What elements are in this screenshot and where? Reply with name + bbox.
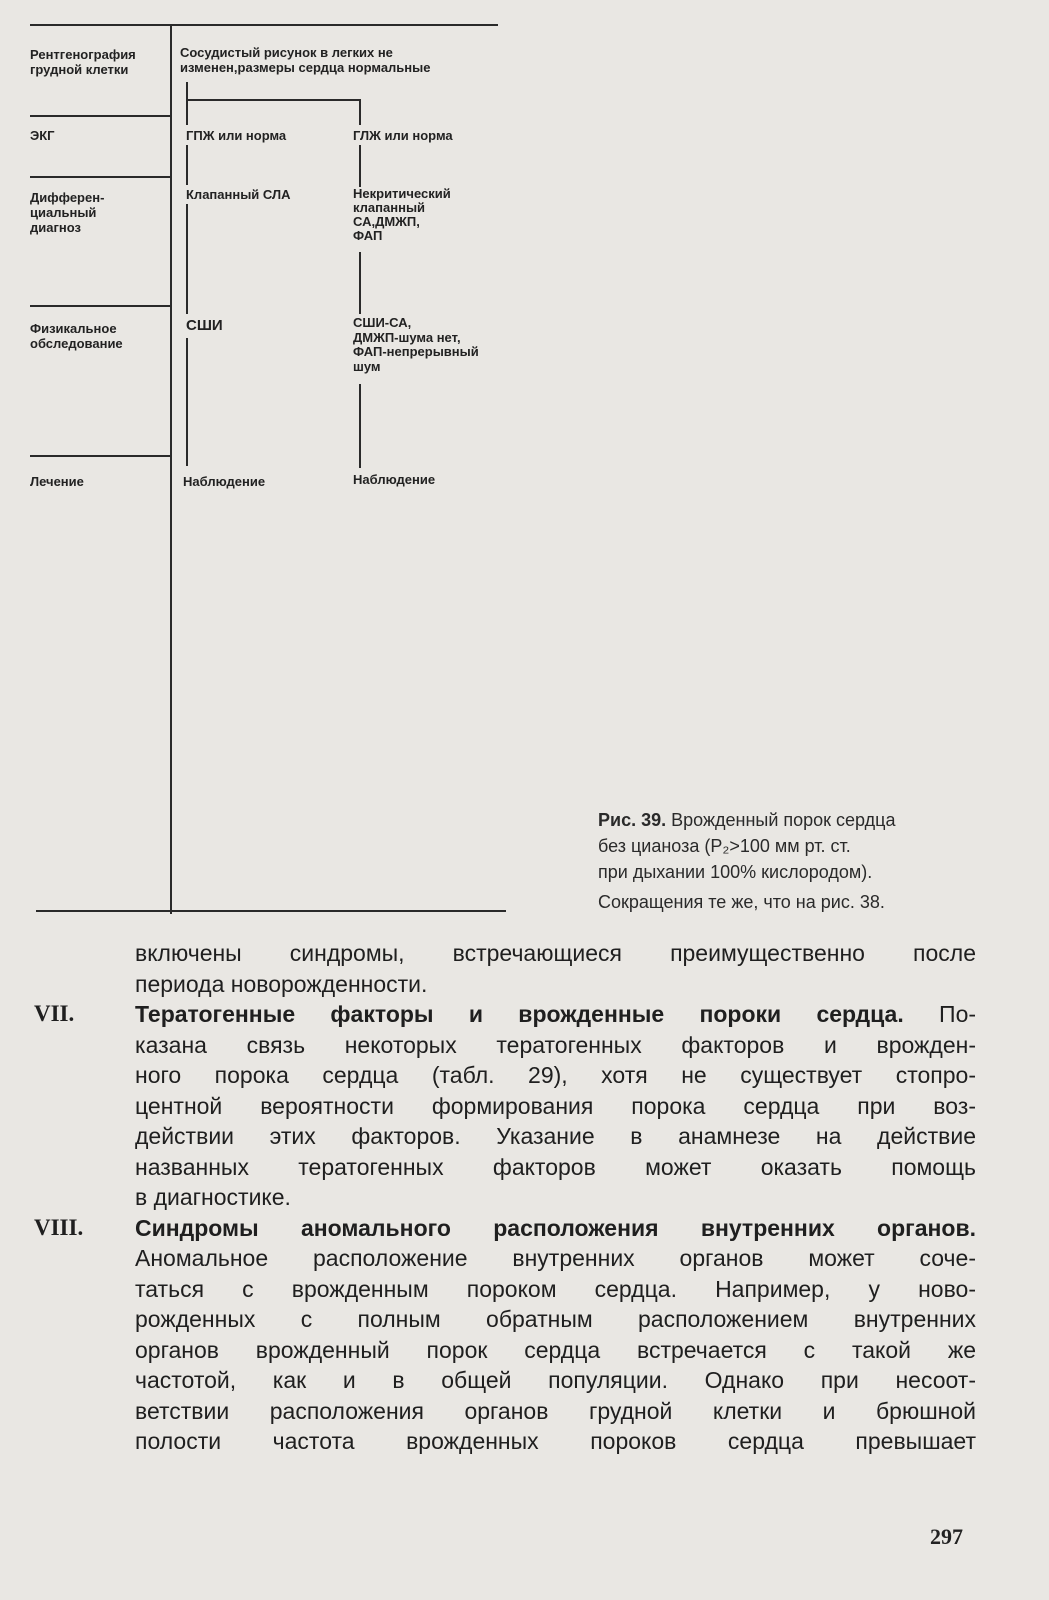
left-diagnosis-text: Клапанный СЛА (186, 187, 291, 202)
left-branch-line (186, 204, 188, 314)
caption-line (598, 807, 988, 833)
row-separator (30, 455, 170, 457)
row-label-exam: Физикальное обследование (30, 321, 123, 351)
row-label-treatment: Лечение (30, 474, 84, 489)
text-line: рожденных с полным обратным расположением внутренних (135, 1306, 976, 1332)
left-ecg-text: ГПЖ или норма (186, 128, 287, 143)
right-ecg-text: ГЛЖ или норма (353, 128, 453, 143)
figure-number: Рис. 39. (598, 810, 667, 830)
text-line (135, 999, 976, 1030)
text-line: частотой, как и в общей популяции. Однако при несоот- (135, 1367, 976, 1393)
right-diagnosis-text: Некритический клапанный СА,ДМЖП, ФАП (353, 186, 451, 243)
branch-connector-horizontal (186, 99, 361, 101)
row-label-ecg: ЭКГ (30, 128, 55, 143)
text-line: органов врожденный порок сердца встречается с такой же (135, 1336, 976, 1363)
text-line: полости частота врожденных пороков сердца превышает (135, 1428, 976, 1454)
flowchart-bottom-rule (36, 910, 506, 912)
row-separator (30, 176, 170, 178)
page-number: 297 (930, 1524, 963, 1549)
text-line: названных тератогенных факторов может оказать помощь (135, 1153, 976, 1180)
text-fragment: По- (939, 1001, 977, 1027)
right-branch-line (359, 384, 361, 468)
right-branch-line (359, 145, 361, 187)
text-line: казана связь некоторых тератогенных факторов и врожден- (135, 1031, 976, 1058)
left-exam-text: СШИ (186, 317, 223, 334)
section-vii (34, 999, 976, 1213)
text-line: Аномальное расположение внутренних органов может соче- (135, 1245, 976, 1271)
row-label-xray: Рентгенография грудной клетки (30, 47, 136, 77)
caption-note: Сокращения те же, что на рис. 38. (598, 892, 885, 912)
text-line: таться с врожденным пороком сердца. Например, у ново- (135, 1275, 976, 1302)
section-number: VIII. (34, 1214, 84, 1240)
text-line: ного порока сердца (табл. 29), хотя не существует стопро- (135, 1062, 976, 1088)
body-text (34, 938, 976, 1457)
text-line: включены синдромы, встречающиеся преимущественно после (135, 940, 976, 966)
text-line: действии этих факторов. Указание в анамнезе на действие (135, 1123, 976, 1149)
section-viii (34, 1213, 976, 1457)
left-branch-line (186, 338, 188, 466)
caption-title: Врожденный порок сердца (671, 810, 896, 830)
section-number: VII. (34, 1001, 75, 1026)
row-separator (30, 115, 170, 117)
row-label-diagnosis: Дифферен- циальный диагноз (30, 190, 105, 235)
caption-line: без цианоза (P₂>100 мм рт. ст. (598, 836, 851, 856)
flowchart-figure (0, 0, 560, 940)
text-line: периода новорожденности. (135, 970, 428, 997)
text-line: ветствии расположения органов грудной клетки и брюшной (135, 1397, 976, 1424)
xray-result-text: Сосудистый рисунок в легких не изменен,размеры сердца нормальные (180, 45, 431, 75)
flowchart-top-rule (30, 24, 498, 26)
right-branch-line (359, 252, 361, 314)
row-separator (30, 305, 170, 307)
left-branch-line (186, 145, 188, 185)
left-treatment-text: Наблюдение (183, 474, 266, 489)
section-heading: Синдромы аномального расположения внутренних органов. (135, 1214, 976, 1241)
branch-connector-left (186, 99, 188, 125)
right-exam-text: СШИ-СА, ДМЖП-шума нет, ФАП-непрерывный шум (353, 315, 479, 374)
right-treatment-text: Наблюдение (353, 472, 436, 487)
continuation-paragraph (34, 938, 976, 999)
flowchart-divider-vertical (170, 24, 172, 914)
text-line: в диагностике. (135, 1184, 291, 1210)
text-line: центной вероятности формирования порока сердца при воз- (135, 1092, 976, 1119)
branch-connector-right (359, 99, 361, 125)
branch-connector-stem (186, 82, 188, 100)
figure-caption (598, 807, 988, 915)
caption-line: при дыхании 100% кислородом). (598, 862, 873, 882)
section-heading: Тератогенные факторы и врожденные пороки сердца. (135, 1001, 904, 1027)
